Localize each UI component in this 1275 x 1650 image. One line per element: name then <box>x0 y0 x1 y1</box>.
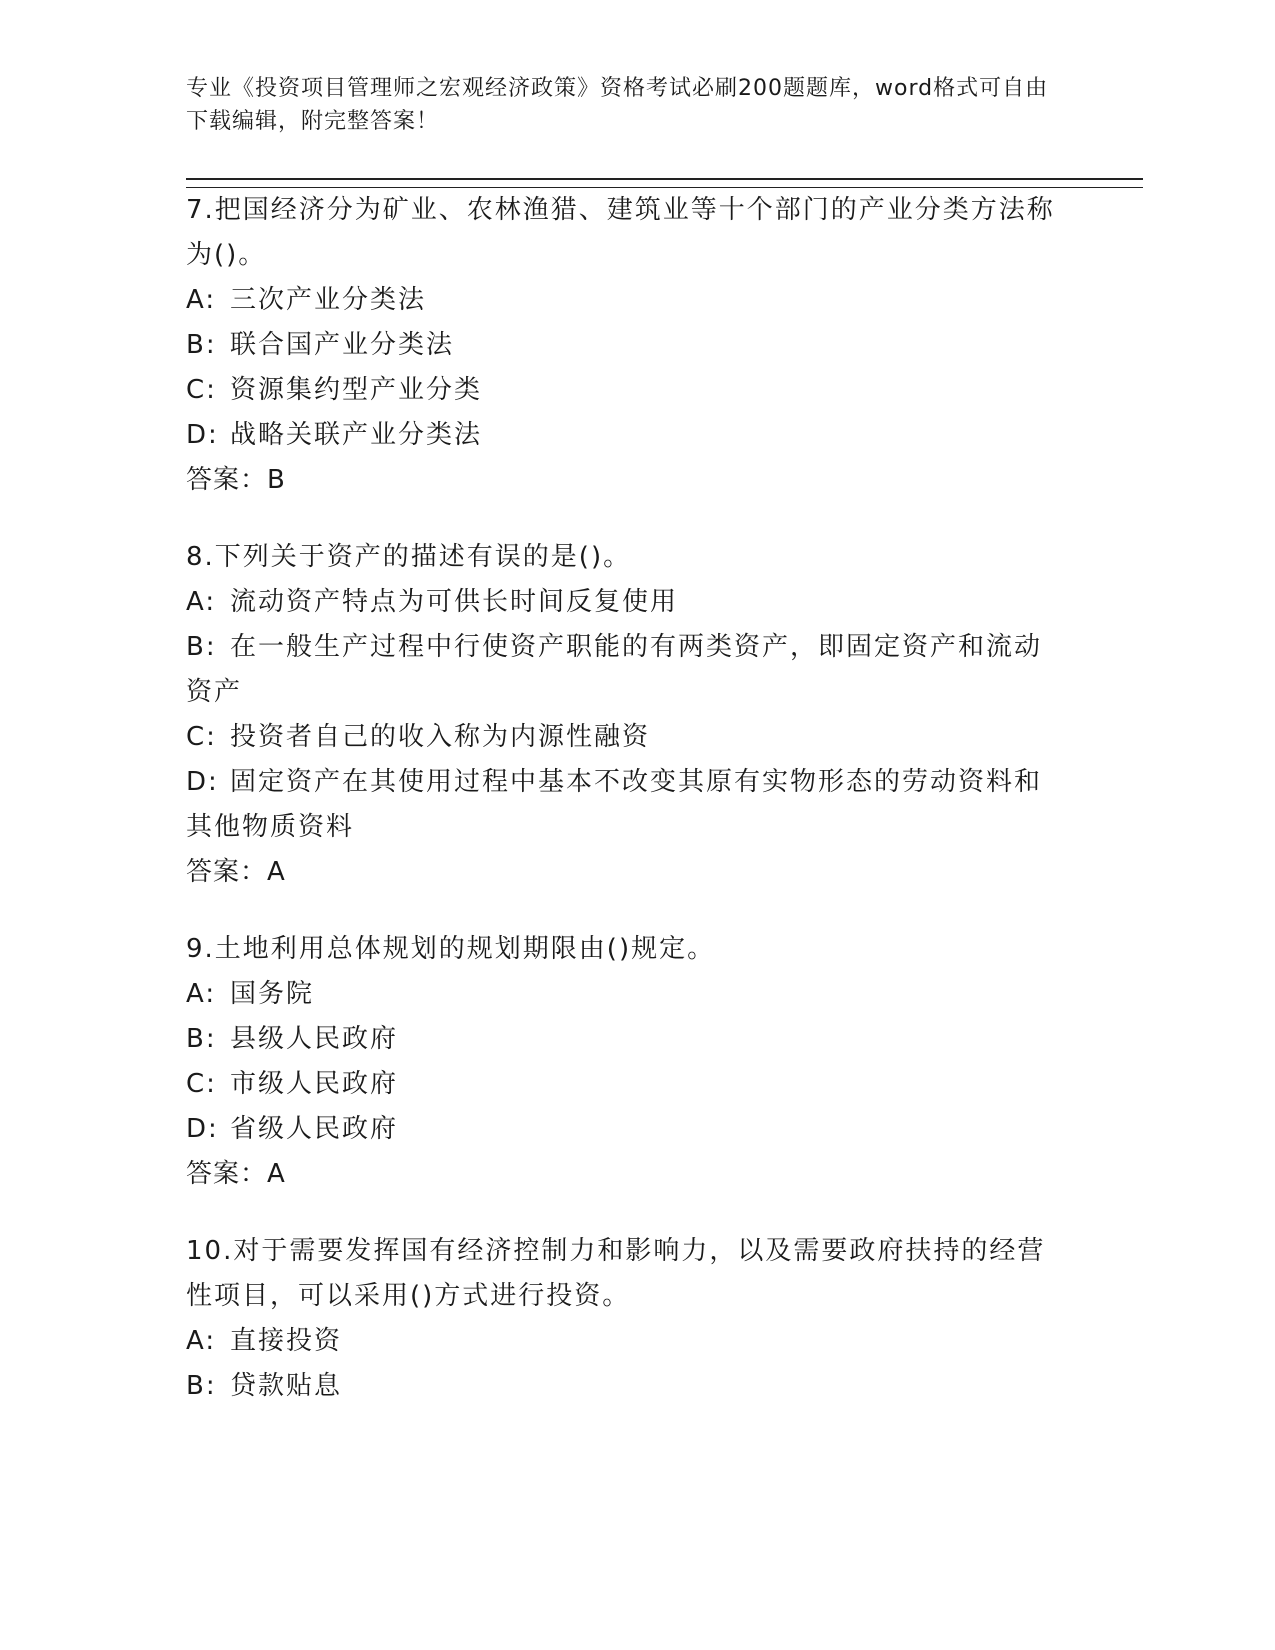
option-key: B: <box>186 1371 217 1401</box>
option-key: C: <box>186 722 217 752</box>
question-stem: 7.把国经济分为矿业、农林渔猎、建筑业等十个部门的产业分类方法称为()。 <box>186 195 1055 270</box>
option-text: 在一般生产过程中行使资产职能的有两类资产，即固定资产和流动资产 <box>186 632 1043 707</box>
option-b <box>186 323 1066 368</box>
option-c <box>186 715 1066 760</box>
option-a <box>186 278 1066 323</box>
option-b <box>186 625 1066 715</box>
option-key: C: <box>186 1069 217 1099</box>
option-key: D: <box>186 420 219 450</box>
option-c <box>186 1062 1066 1107</box>
option-d <box>186 1107 1066 1152</box>
option-key: B: <box>186 632 217 662</box>
option-text: 三次产业分类法 <box>230 285 427 315</box>
option-key: A: <box>186 1326 217 1356</box>
option-text: 流动资产特点为可供长时间反复使用 <box>230 587 679 617</box>
option-key: C: <box>186 375 217 405</box>
question-10 <box>186 1229 1066 1409</box>
option-text: 县级人民政府 <box>230 1024 399 1054</box>
question-stem: 8.下列关于资产的描述有误的是()。 <box>186 542 632 572</box>
question-7 <box>186 188 1066 503</box>
option-text: 市级人民政府 <box>230 1069 399 1099</box>
option-d <box>186 413 1066 458</box>
option-text: 联合国产业分类法 <box>230 330 455 360</box>
option-d <box>186 760 1066 850</box>
option-key: A: <box>186 587 217 617</box>
option-text: 国务院 <box>230 979 315 1009</box>
option-key: A: <box>186 979 217 1009</box>
document-header <box>186 72 1066 138</box>
option-key: D: <box>186 767 219 797</box>
option-text: 资源集约型产业分类 <box>230 375 483 405</box>
question-stem: 9.土地利用总体规划的规划期限由()规定。 <box>186 934 716 964</box>
option-text: 直接投资 <box>230 1326 343 1356</box>
option-c <box>186 368 1066 413</box>
option-text: 省级人民政府 <box>230 1114 399 1144</box>
answer-line: 答案：A <box>186 857 286 887</box>
option-a <box>186 972 1066 1017</box>
option-key: B: <box>186 330 217 360</box>
option-key: D: <box>186 1114 219 1144</box>
question-stem: 10.对于需要发挥国有经济控制力和影响力，以及需要政府扶持的经营性项目，可以采用()方式进行投资。 <box>186 1236 1046 1311</box>
option-text: 投资者自己的收入称为内源性融资 <box>230 722 651 752</box>
question-list <box>186 188 1066 1441</box>
option-text: 固定资产在其使用过程中基本不改变其原有实物形态的劳动资料和其他物质资料 <box>186 767 1043 842</box>
question-8 <box>186 535 1066 895</box>
option-b <box>186 1017 1066 1062</box>
option-a <box>186 1319 1066 1364</box>
option-key: B: <box>186 1024 217 1054</box>
header-divider <box>186 178 1143 188</box>
option-text: 战略关联产业分类法 <box>230 420 483 450</box>
answer-line: 答案：A <box>186 1159 286 1189</box>
answer-line: 答案：B <box>186 465 286 495</box>
header-text: 专业《投资项目管理师之宏观经济政策》资格考试必刷200题题库，word格式可自由下载编辑，附完整答案！ <box>186 76 1049 134</box>
option-key: A: <box>186 285 217 315</box>
option-text: 贷款贴息 <box>230 1371 343 1401</box>
question-9 <box>186 927 1066 1197</box>
option-b <box>186 1364 1066 1409</box>
option-a <box>186 580 1066 625</box>
